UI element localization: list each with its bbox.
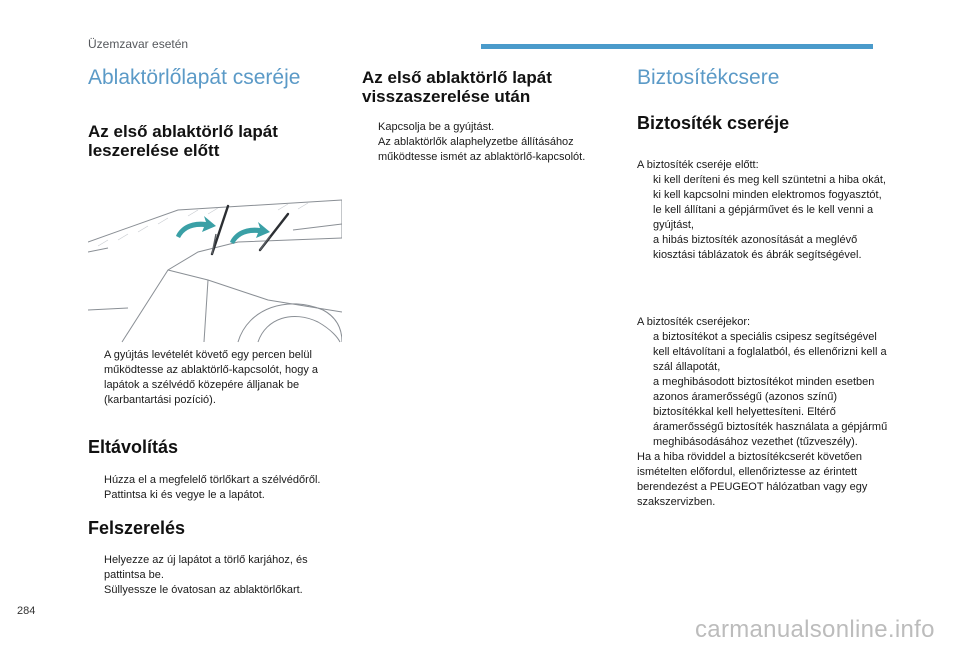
column-wiper bbox=[88, 64, 342, 160]
list-item: A gyújtás levételét követő egy percen belül működtesse az ablaktörlő-kapcsolót, hogy a lapátok a szélvédő közepére álljanak be (karbantartási pozíció). bbox=[104, 349, 319, 406]
list-item: a biztosítékot a speciális csipesz segítségével kell eltávolítani a foglalatból, és ellenőrizni kell a szál állapotát, bbox=[653, 331, 887, 373]
fuse-during-list bbox=[637, 330, 889, 450]
header-rule bbox=[481, 44, 873, 49]
arrow-left-icon bbox=[176, 216, 216, 238]
list-item: Kapcsolja be a gyújtást. bbox=[378, 121, 495, 133]
list-item: ki kell deríteni és meg kell szüntetni a hiba okát, bbox=[653, 174, 886, 186]
fuse-during-intro: A biztosíték cseréjekor: bbox=[637, 316, 751, 328]
list-item: Az ablaktörlők alaphelyzetbe állításához működtesse ismét az ablaktörlő-kapcsolót. bbox=[378, 136, 586, 163]
wiper-intro-list bbox=[88, 348, 342, 408]
list-item: a meghibásodott biztosítékot minden esetben azonos áramerősségű (azonos színű) biztosítékkal kell helyettesíteni. Eltérő áramerősségű biztosíték használata a gépjármű meghibásodásához vezethet (tűzveszély). bbox=[653, 376, 888, 448]
list-item: le kell állítani a gépjárművet és le kell venni a gyújtást, bbox=[653, 204, 874, 231]
wiper-before-removal-heading: Az első ablaktörlő lapát leszerelése előtt bbox=[88, 122, 278, 160]
wiper-page-title: Ablaktörlőlapát cseréje bbox=[88, 66, 301, 89]
removal-list bbox=[88, 473, 342, 503]
column-wiper-refit bbox=[362, 68, 624, 165]
fuse-closing-note: Ha a hiba röviddel a biztosítékcserét követően ismételten előfordul, ellenőriztesse az érintett berendezést a PEUGEOT hálózatban vagy egy szakszervizben. bbox=[637, 451, 868, 508]
refit-list bbox=[362, 120, 624, 165]
list-item: Pattintsa ki és vegye le a lapátot. bbox=[104, 489, 265, 501]
list-item: Helyezze az új lapátot a törlő karjához, és pattintsa be. bbox=[104, 554, 308, 581]
column-fuse bbox=[637, 64, 889, 510]
list-item: Süllyessze le óvatosan az ablaktörlőkart. bbox=[104, 584, 303, 596]
wiper-col-body bbox=[88, 348, 342, 598]
fuse-before-intro: A biztosíték cseréje előtt: bbox=[637, 159, 759, 171]
page-number: 284 bbox=[17, 605, 36, 617]
removal-heading: Eltávolítás bbox=[88, 437, 179, 457]
fuse-before-list bbox=[637, 173, 889, 263]
fuse-change-heading: Biztosíték cseréje bbox=[637, 113, 790, 133]
section-label: Üzemzavar esetén bbox=[88, 37, 189, 51]
fitting-list bbox=[88, 553, 342, 598]
fitting-heading: Felszerelés bbox=[88, 518, 186, 538]
watermark-text: carmanualsonline.info bbox=[695, 616, 935, 643]
wiper-illustration bbox=[88, 190, 342, 344]
fuse-page-title: Biztosítékcsere bbox=[637, 66, 780, 89]
wiper-after-refit-heading: Az első ablaktörlő lapát visszaszerelése után bbox=[362, 68, 552, 106]
list-item: Húzza el a megfelelő törlőkart a szélvédőről. bbox=[104, 474, 321, 486]
list-item: ki kell kapcsolni minden elektromos fogyasztót, bbox=[653, 189, 882, 201]
wiper-arms bbox=[212, 234, 270, 254]
car-windshield-shape bbox=[88, 200, 342, 342]
list-item: a hibás biztosíték azonosítását a meglévő kiosztási táblázatok és ábrák segítségével. bbox=[653, 234, 862, 261]
